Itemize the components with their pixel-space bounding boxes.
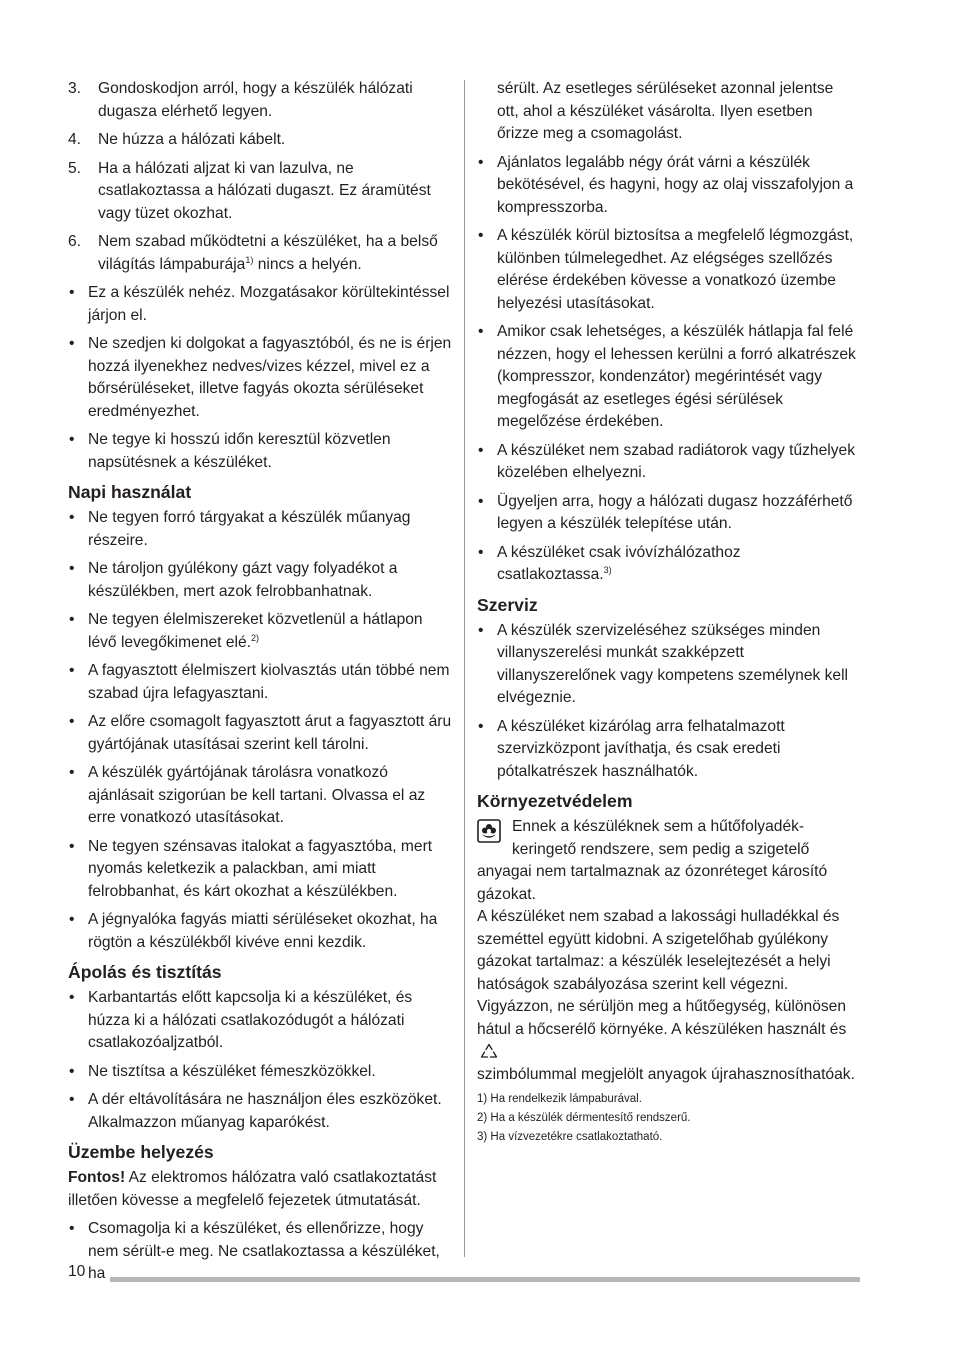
bullet-icon: •	[478, 153, 484, 171]
item-number: 3.	[68, 80, 82, 97]
footnote-ref: 2)	[250, 632, 259, 643]
item-text: sérült. Az esetleges sérüléseket azonnal jelentse ott, ahol a készüléket vásárolta. Ilyen esetben őrizze meg a csomagolást.	[497, 80, 834, 142]
column-divider	[464, 80, 465, 1257]
item-text: Ne húzza a hálózati kábelt.	[98, 131, 286, 148]
bullet-icon: •	[69, 713, 75, 730]
environment-text-2: A készüléket nem szabad a lakossági hulladékkal és szeméttel együtt kidobni. A szigetelőhab gyúlékony gázokat tartalmaz: a készülék leselejtezését a helyi hatóságok szabályozása szerint kell végezni. Vigyázzon, ne sérüljön meg a hűtőegység, különösen hátul a hőcserélő környéke. A készüléken használt és	[477, 908, 847, 1038]
item-text: Ne tisztítsa a készüléket fémeszközökkel.	[88, 1062, 376, 1080]
footnote: 3) Ha vízvezetékre csatlakoztatható.	[477, 1131, 663, 1143]
item-text: Ne tegyen élelmiszereket közvetlenül a hátlapon lévő levegőkimenet elé.	[88, 611, 423, 651]
item-text: Ne tároljon gyúlékony gázt vagy folyadékot a készülékben, mert azok felrobbanhatnak.	[88, 560, 398, 600]
item-text: Az előre csomagolt fagyasztott árut a fagyasztott áru gyártójának utasításai szerint kell tárolni.	[88, 713, 452, 753]
item-text: A jégnyalóka fagyás miatti sérüléseket okozhat, ha rögtön a készülékből kivéve enni kezdik.	[88, 911, 438, 951]
item-text: Ez a készülék nehéz. Mozgatásakor körültekintéssel járjon el.	[88, 284, 450, 324]
bullet-item	[68, 711, 453, 756]
footer-rule	[110, 1277, 860, 1282]
important-text: Az elektromos hálózatra való csatlakoztatást illetően kövesse a megfelelő fejezetek útmutatását.	[68, 1169, 437, 1209]
bullet-icon: •	[69, 837, 75, 855]
section-heading-szerviz: Szerviz	[477, 594, 538, 615]
bullet-item	[68, 1218, 453, 1286]
bullet-icon: •	[69, 1062, 75, 1080]
page-number: 10	[68, 1263, 86, 1280]
bullet-item	[68, 507, 453, 552]
bullet-item	[477, 491, 857, 536]
bullet-icon: •	[69, 431, 75, 448]
item-text: Ajánlatos legalább négy órát várni a készülék bekötésével, és hagyni, hogy az olaj visszafolyjon a kompresszorba.	[497, 153, 854, 216]
item-text: Nem szabad működtetni a készüléket, ha a belső világítás lámpaburája	[98, 233, 438, 273]
section-heading-napi: Napi használat	[68, 482, 192, 502]
item-text: Ne tegyen forró tárgyakat a készülék műanyag részeire.	[88, 509, 411, 549]
section-heading-uzembe: Üzembe helyezés	[68, 1142, 214, 1162]
item-text: A készüléket kizárólag arra felhatalmazott szervizközpont javíthatja, és csak eredeti pótalkatrészek használhatók.	[497, 717, 785, 780]
bullet-icon: •	[69, 284, 75, 301]
item-number: 5.	[68, 159, 82, 177]
bullet-icon: •	[478, 621, 484, 639]
environment-text-3: szimbólummal megjelölt anyagok újrahasznosíthatóak.	[477, 1065, 855, 1083]
numbered-item	[68, 129, 453, 152]
item-text: Karbantartás előtt kapcsolja ki a készüléket, és húzza ki a hálózati csatlakozódugót a hálózati csatlakozóaljzatból.	[88, 989, 413, 1051]
bullet-icon: •	[69, 509, 75, 526]
important-label: Fontos!	[68, 1169, 126, 1186]
item-text: Ne tegye ki hosszú időn keresztül közvetlen napsütésnek a készüléket.	[88, 431, 391, 471]
numbered-item	[68, 78, 453, 123]
bullet-item	[477, 321, 857, 434]
item-text: Gondoskodjon arról, hogy a készülék hálózati dugasza elérhető legyen.	[98, 80, 413, 120]
item-text: Ha a hálózati aljzat ki van lazulva, ne csatlakoztassa a hálózati dugaszt. Ez áramütést vagy tüzet okozhat.	[98, 159, 431, 222]
item-text: A készüléket csak ivóvízhálózathoz csatlakoztassa.	[497, 543, 741, 583]
item-text: Ügyeljen arra, hogy a hálózati dugasz hozzáférhető legyen a készülék telepítése után.	[497, 492, 853, 532]
bullet-item	[477, 225, 857, 315]
bullet-icon: •	[69, 335, 75, 352]
bullet-icon: •	[478, 543, 484, 561]
right-column	[477, 78, 857, 1147]
bullet-icon: •	[69, 560, 75, 577]
footnote: 1) Ha rendelkezik lámpaburával.	[477, 1093, 642, 1105]
important-note	[68, 1167, 453, 1212]
item-text: nincs a helyén.	[253, 255, 362, 273]
item-text: A készüléket nem szabad radiátorok vagy tűzhelyek közelében elhelyezni.	[497, 441, 855, 481]
bullet-icon: •	[478, 227, 484, 244]
bullet-item	[477, 716, 857, 784]
bullet-icon: •	[69, 911, 75, 928]
item-number: 4.	[68, 131, 82, 148]
section-heading-apolas: Ápolás és tisztítás	[68, 962, 222, 982]
item-text: Amikor csak lehetséges, a készülék hátlapja fal felé nézzen, hogy el lehessen kerülni a forró alkatrészek (kompresszor, kondenzátor) megérintését vagy megfogását az esetleges égési sérülések megelőzése érdekében.	[497, 323, 856, 430]
item-number: 6.	[68, 233, 82, 250]
bullet-icon: •	[69, 989, 75, 1006]
environment-paragraph-2	[477, 906, 857, 1086]
item-text: A készülék gyártójának tárolásra vonatkozó ajánlásait szigorúan be kell tartani. Olvassa el az erre vonatkozó utasításokat.	[88, 764, 426, 826]
item-text: A készülék körül biztosítsa a megfelelő légmozgást, különben túlmelegedhet. Az elégséges szellőzés elérése érdekében kövesse a vonatkozó üzembe helyezési utasításokat.	[497, 227, 854, 312]
bullet-item	[68, 660, 453, 705]
footnote-ref: 3)	[603, 564, 612, 575]
footnotes	[477, 1090, 857, 1147]
bullet-item	[68, 609, 453, 654]
bullet-icon: •	[478, 492, 484, 510]
bullet-item	[68, 429, 453, 474]
environment-paragraph	[477, 816, 857, 906]
numbered-item	[68, 158, 453, 226]
bullet-item	[68, 558, 453, 603]
left-column	[68, 78, 453, 1292]
bullet-icon: •	[69, 1220, 75, 1237]
bullet-item	[68, 762, 453, 830]
bullet-continuation	[477, 78, 857, 146]
bullet-item	[477, 440, 857, 485]
environment-flower-icon	[477, 819, 501, 843]
bullet-icon: •	[478, 717, 484, 735]
item-text: A dér eltávolítására ne használjon éles eszközöket. Alkalmazzon műanyag kaparókést.	[88, 1091, 442, 1131]
bullet-icon: •	[69, 1091, 75, 1108]
recycle-icon	[480, 1043, 498, 1059]
item-text: Ne szedjen ki dolgokat a fagyasztóból, és ne is érjen hozzá ilyenekhez nedves/vizes kézzel, mivel ez a bőrsérüléseket, illetve fagyás okozta sérüléseket eredményezhet.	[88, 335, 452, 420]
footnote: 2) Ha a készülék dérmentesítő rendszerű.	[477, 1112, 691, 1124]
item-text: Ne tegyen szénsavas italokat a fagyasztóba, mert nyomás keletkezik a palackban, ami miatt felrobbanhat, és kárt okozhat a készülékben.	[88, 837, 433, 900]
item-text: A fagyasztott élelmiszert kiolvasztás után többé nem szabad újra lefagyasztani.	[88, 662, 450, 702]
bullet-icon: •	[69, 662, 75, 679]
bullet-icon: •	[69, 764, 75, 781]
bullet-item	[477, 542, 857, 587]
bullet-item	[68, 836, 453, 904]
item-text: Csomagolja ki a készüléket, és ellenőrizze, hogy nem sérült-e meg. Ne csatlakoztassa a készüléket, ha	[88, 1220, 440, 1282]
section-heading-kornyezet: Környezetvédelem	[477, 791, 633, 811]
bullet-item	[68, 1089, 453, 1134]
numbered-item	[68, 231, 453, 276]
environment-text-1: Ennek a készüléknek sem a hűtőfolyadék-keringető rendszere, sem pedig a szigetelő anyagai nem tartalmaznak az ózonréteget károsító gázokat.	[477, 818, 828, 903]
bullet-item	[68, 909, 453, 954]
footnote-ref: 1)	[245, 254, 254, 265]
bullet-item	[68, 282, 453, 327]
bullet-item	[477, 152, 857, 220]
bullet-icon: •	[478, 323, 484, 340]
bullet-item	[68, 987, 453, 1055]
bullet-item	[68, 1061, 453, 1084]
item-text: A készülék szervizeléséhez szükséges minden villanyszerelési munkát szakképzett villanyszerelőnek vagy kompetens személynek kell elvégeznie.	[497, 621, 849, 706]
bullet-item	[68, 333, 453, 423]
bullet-icon: •	[478, 441, 484, 459]
bullet-icon: •	[69, 611, 75, 628]
bullet-item	[477, 620, 857, 710]
